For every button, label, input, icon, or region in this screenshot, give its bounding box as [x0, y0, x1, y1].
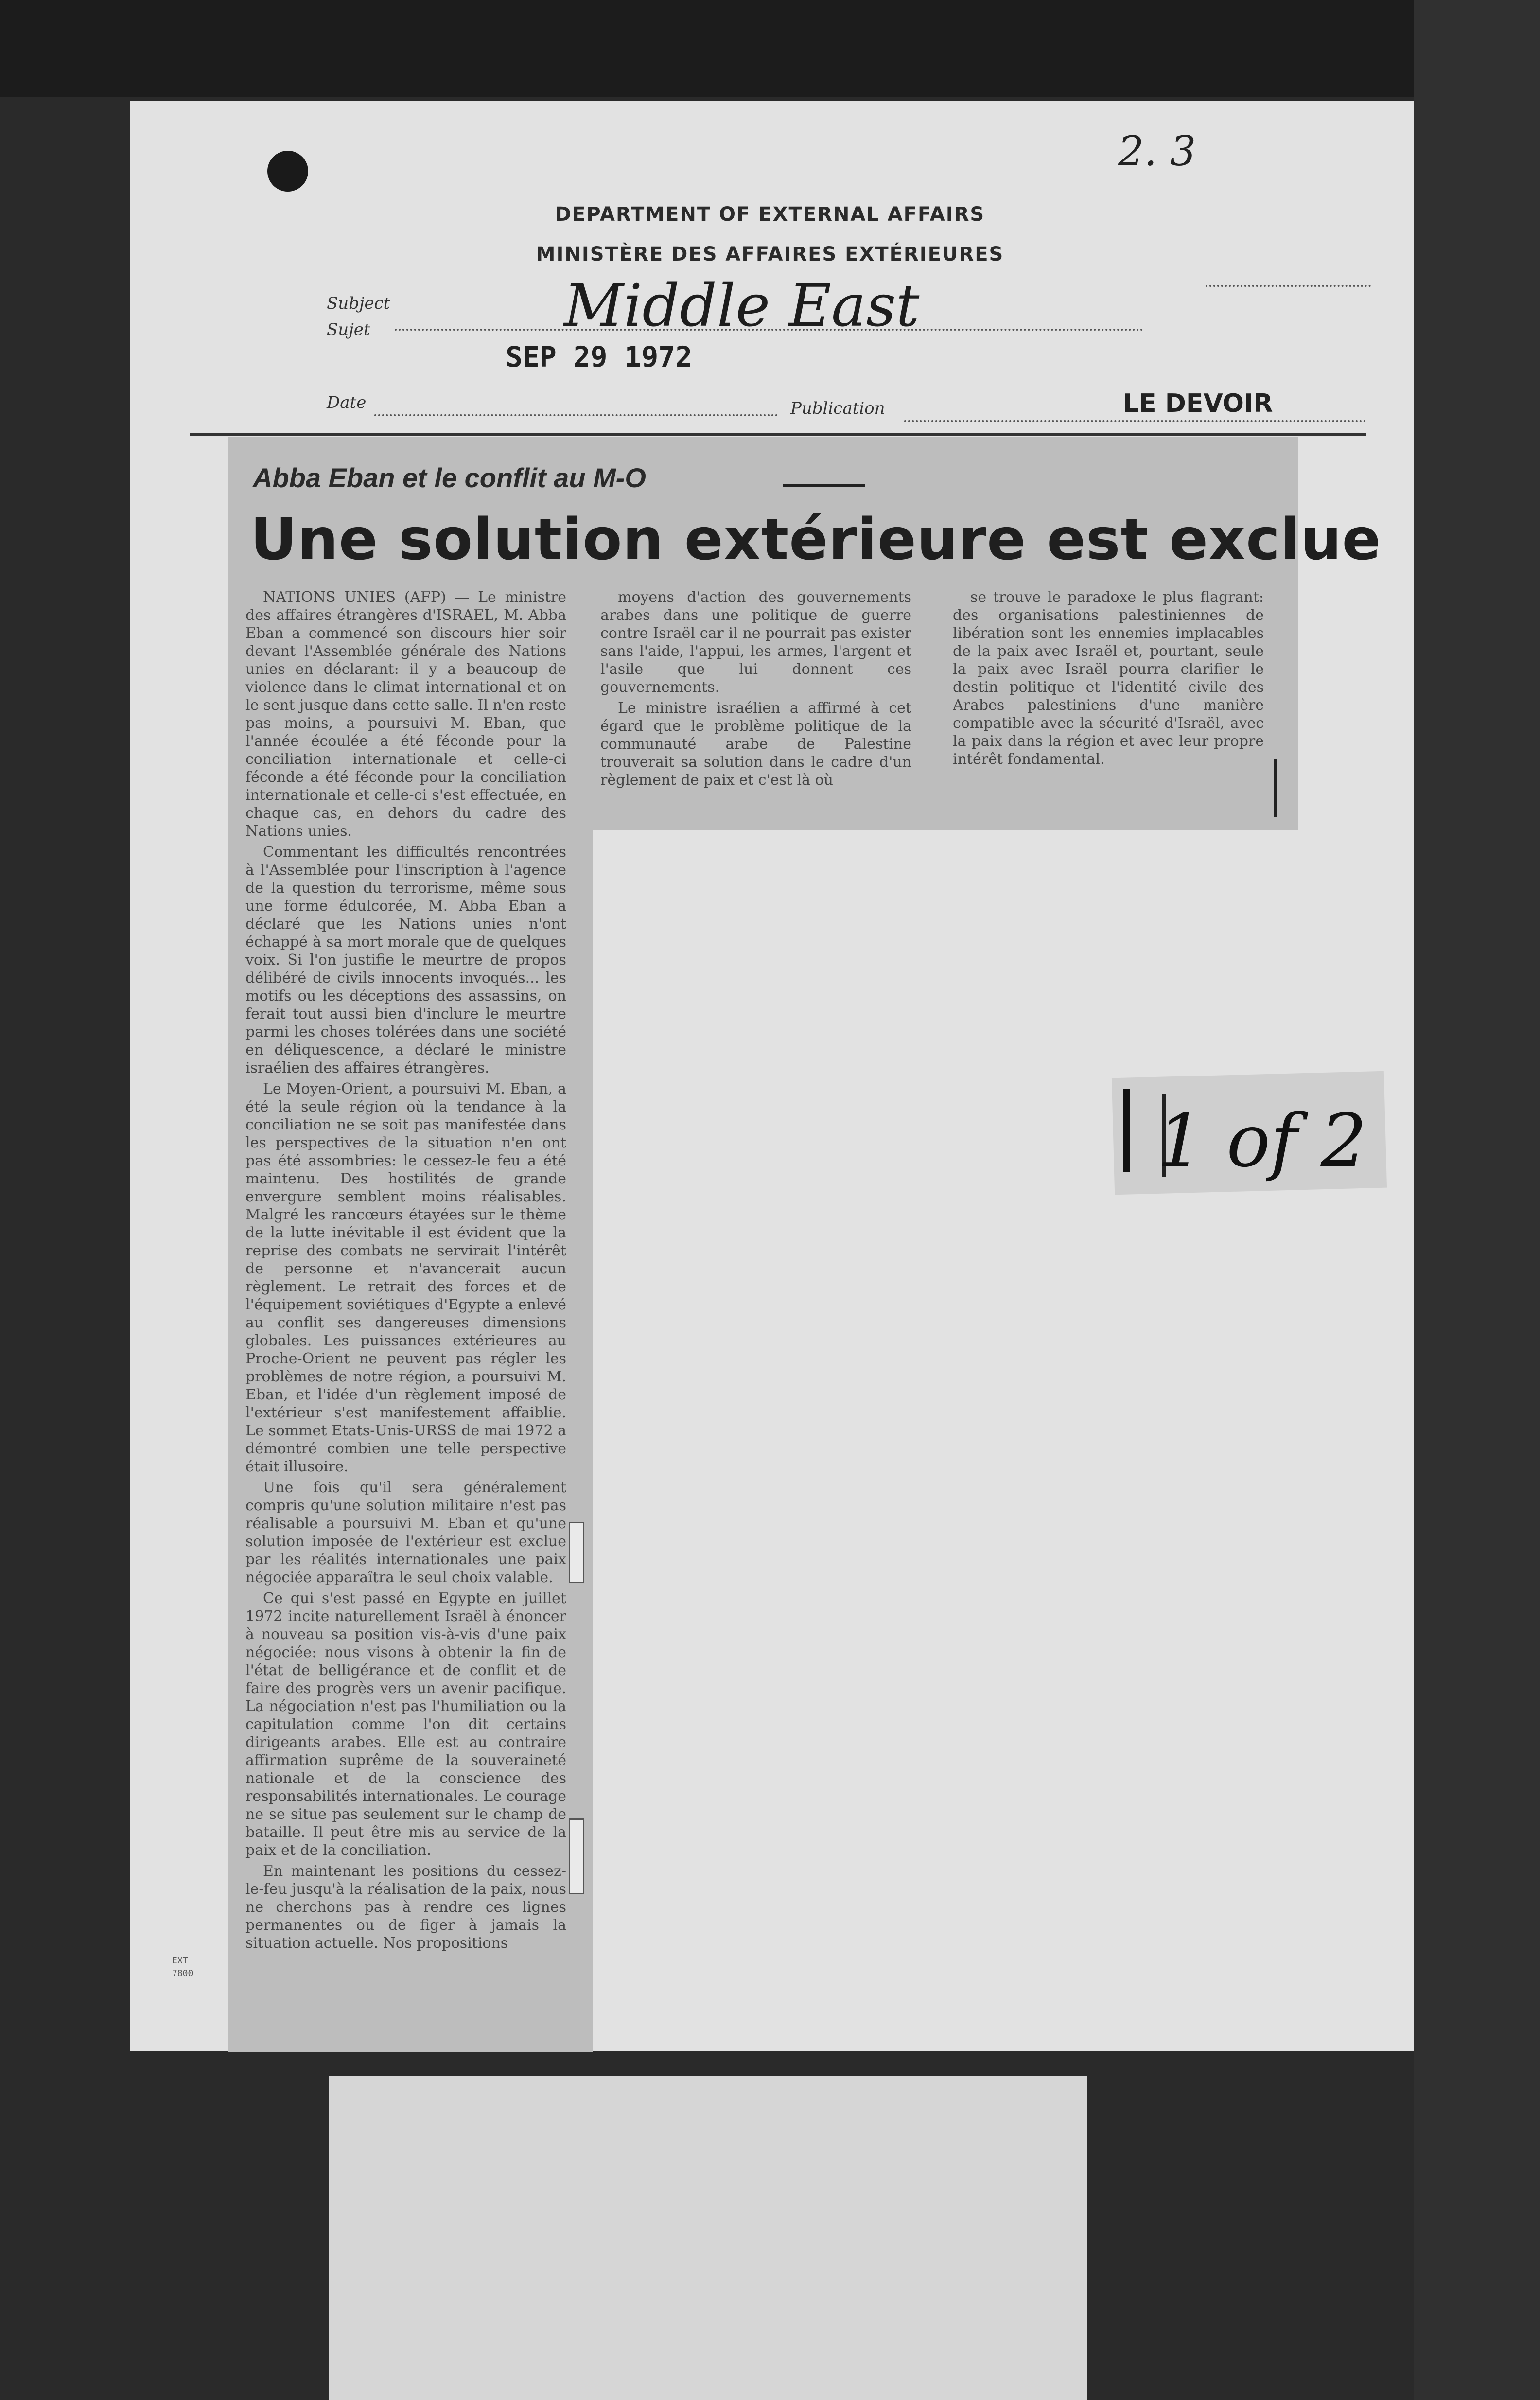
corner-mark: 2. 3: [1118, 127, 1196, 175]
article-headline: Une solution extérieure est exclue: [250, 506, 1382, 573]
article-column-3: [953, 588, 1264, 822]
col1-paragraph: Ce qui s'est passé en Egypte en juillet 1972 incite naturellement Israël à énoncer à nouveau sa position vis-à-vis d'une paix négociée: nous visons à obtenir la fin de l'état de belligérance et de conflit et de faire des progrès vers un avenir pacifique. La négociation n'est pas l'humiliation ou la capitulation comme l'on dit certains dirigeants arabes. Elle est au contraire affirmation suprême de la souveraineté nationale et de la conscience des responsabilités internationales. Le courage ne se situe pas seulement sur le champ de bataille. Il peut être mis au service de la paix et de la conciliation.: [245, 1590, 566, 1859]
page-count-text: 1 of 2: [1157, 1099, 1367, 1183]
department-header-french: MINISTÈRE DES AFFAIRES EXTÉRIEURES: [536, 243, 1004, 265]
publication-label: Publication: [790, 399, 885, 418]
pen-mark-right: [1274, 759, 1278, 817]
date-stamp: SEP 29 1972: [506, 340, 693, 373]
col2-paragraph: Le ministre israélien a affirmé à cet égard que le problème politique de la communauté arabe de Palestine trouverait sa solution dans le cadre d'un règlement de paix et c'est là où: [600, 700, 911, 789]
subject-label-french: Sujet: [327, 320, 370, 339]
staple-mark: [569, 1522, 584, 1583]
date-line: [374, 414, 778, 416]
article-column-2: [600, 588, 911, 822]
pen-mark: [783, 484, 865, 487]
subject-label-english: Subject: [327, 294, 390, 313]
film-edge-right: [1414, 0, 1540, 2400]
separator-rule: [190, 433, 1366, 436]
next-page-edge: [329, 2076, 1087, 2400]
col2-paragraph: moyens d'action des gouvernements arabes dans une politique de guerre contre Israël car il ne pourrait pas exister sans l'aide, l'appui, les armes, l'argent et l'asile que lui donnent ces gouvernements.: [600, 589, 911, 696]
col1-paragraph: NATIONS UNIES (AFP) — Le ministre des affaires étrangères d'ISRAEL, M. Abba Eban a commencé son discours hier soir devant l'Assemblée générale des Nations unies en déclarant: il y a beaucoup de violence dans le climat international et on le sent jusque dans cette salle. Il n'en reste pas moins, a poursuivi M. Eban, que l'année écoulée a été féconde pour la conciliation internationale et celle-ci féconde a été féconde pour la conciliation internationale et celle-ci s'est effectuée, en chaque cas, en dehors du cadre des Nations unies.: [245, 589, 566, 840]
form-code: EXT 7800: [172, 1956, 193, 1978]
col1-paragraph: Commentant les difficultés rencontrées à l'Assemblée pour l'inscription à l'agence de la question du terrorisme, même sous une forme édulcorée, M. Abba Eban a déclaré que les Nations unies n'ont échappé à sa mort morale que de quelques voix. Si l'on justifie le meurtre de propos délibéré de civils innocents invoqués... les motifs ou les déceptions des assassins, on ferait tout aussi bien d'inclure le meurtre parmi les choses tolérées dans une société en déliquescence, a déclaré le ministre israélien des affaires étrangères.: [245, 844, 566, 1076]
article-column-1: [245, 588, 566, 2042]
article-kicker: Abba Eban et le conflit au M-O: [253, 462, 646, 493]
col1-paragraph: Le Moyen-Orient, a poursuivi M. Eban, a été la seule région où la tendance à la conciliation ne se soit pas manifestée dans les perspectives de la situation n'en ont pas été assombries: le cessez-le feu a été maintenu. Des hostilités de grande envergure semblent moins réalisables. Malgré les rancœurs étayées sur le thème de la lutte inévitable il est évident que la reprise des combats ne servirait l'intérêt de personne et n'avancerait aucun règlement. Le retrait des forces et de l'équipement soviétiques d'Egypte a enlevé au conflit ses dangereuses dimensions globales. Les puissances extérieures au Proche-Orient ne peuvent pas régler les problèmes de notre région, a poursuivi M. Eban, et l'idée d'un règlement imposé de l'extérieur s'est manifestement affaiblie. Le sommet Etats-Unis-URSS de mai 1972 a démontré combien une telle perspective était illusoire.: [245, 1080, 566, 1475]
col1-paragraph: En maintenant les positions du cessez-le-feu jusqu'à la réalisation de la paix, nous ne cherchons pas à rendre ces lignes permanentes ou de figer à jamais la situation actuelle. Nos propositions: [245, 1863, 566, 1952]
sticker-bar: [1123, 1089, 1130, 1172]
reference-line: [1206, 285, 1371, 287]
staple-mark: [569, 1818, 584, 1894]
publication-value: LE DEVOIR: [1123, 389, 1273, 418]
department-header-english: DEPARTMENT OF EXTERNAL AFFAIRS: [555, 203, 985, 226]
col3-paragraph: se trouve le paradoxe le plus flagrant: des organisations palestiniennes de libération sont les ennemies implacables de la paix avec Israël et, pourtant, seule la paix avec Israël pourra clarifier le destin politique et l'identité civile des Arabes palestiniens d'une manière compatible avec la sécurité d'Israël, avec la paix dans la région et avec leur propre intérêt fondamental.: [953, 589, 1264, 768]
publication-line: [904, 420, 1366, 422]
punch-hole: [267, 151, 308, 192]
date-label: Date: [327, 393, 367, 412]
subject-value: Middle East: [564, 272, 920, 340]
col1-paragraph: Une fois qu'il sera généralement compris qu'une solution militaire n'est pas réalisable a poursuivi M. Eban et qu'une solution imposée de l'extérieur est exclue par les réalités internationales une paix négociée apparaîtra le seul choix valable.: [245, 1479, 566, 1586]
film-edge-top: [0, 0, 1540, 97]
